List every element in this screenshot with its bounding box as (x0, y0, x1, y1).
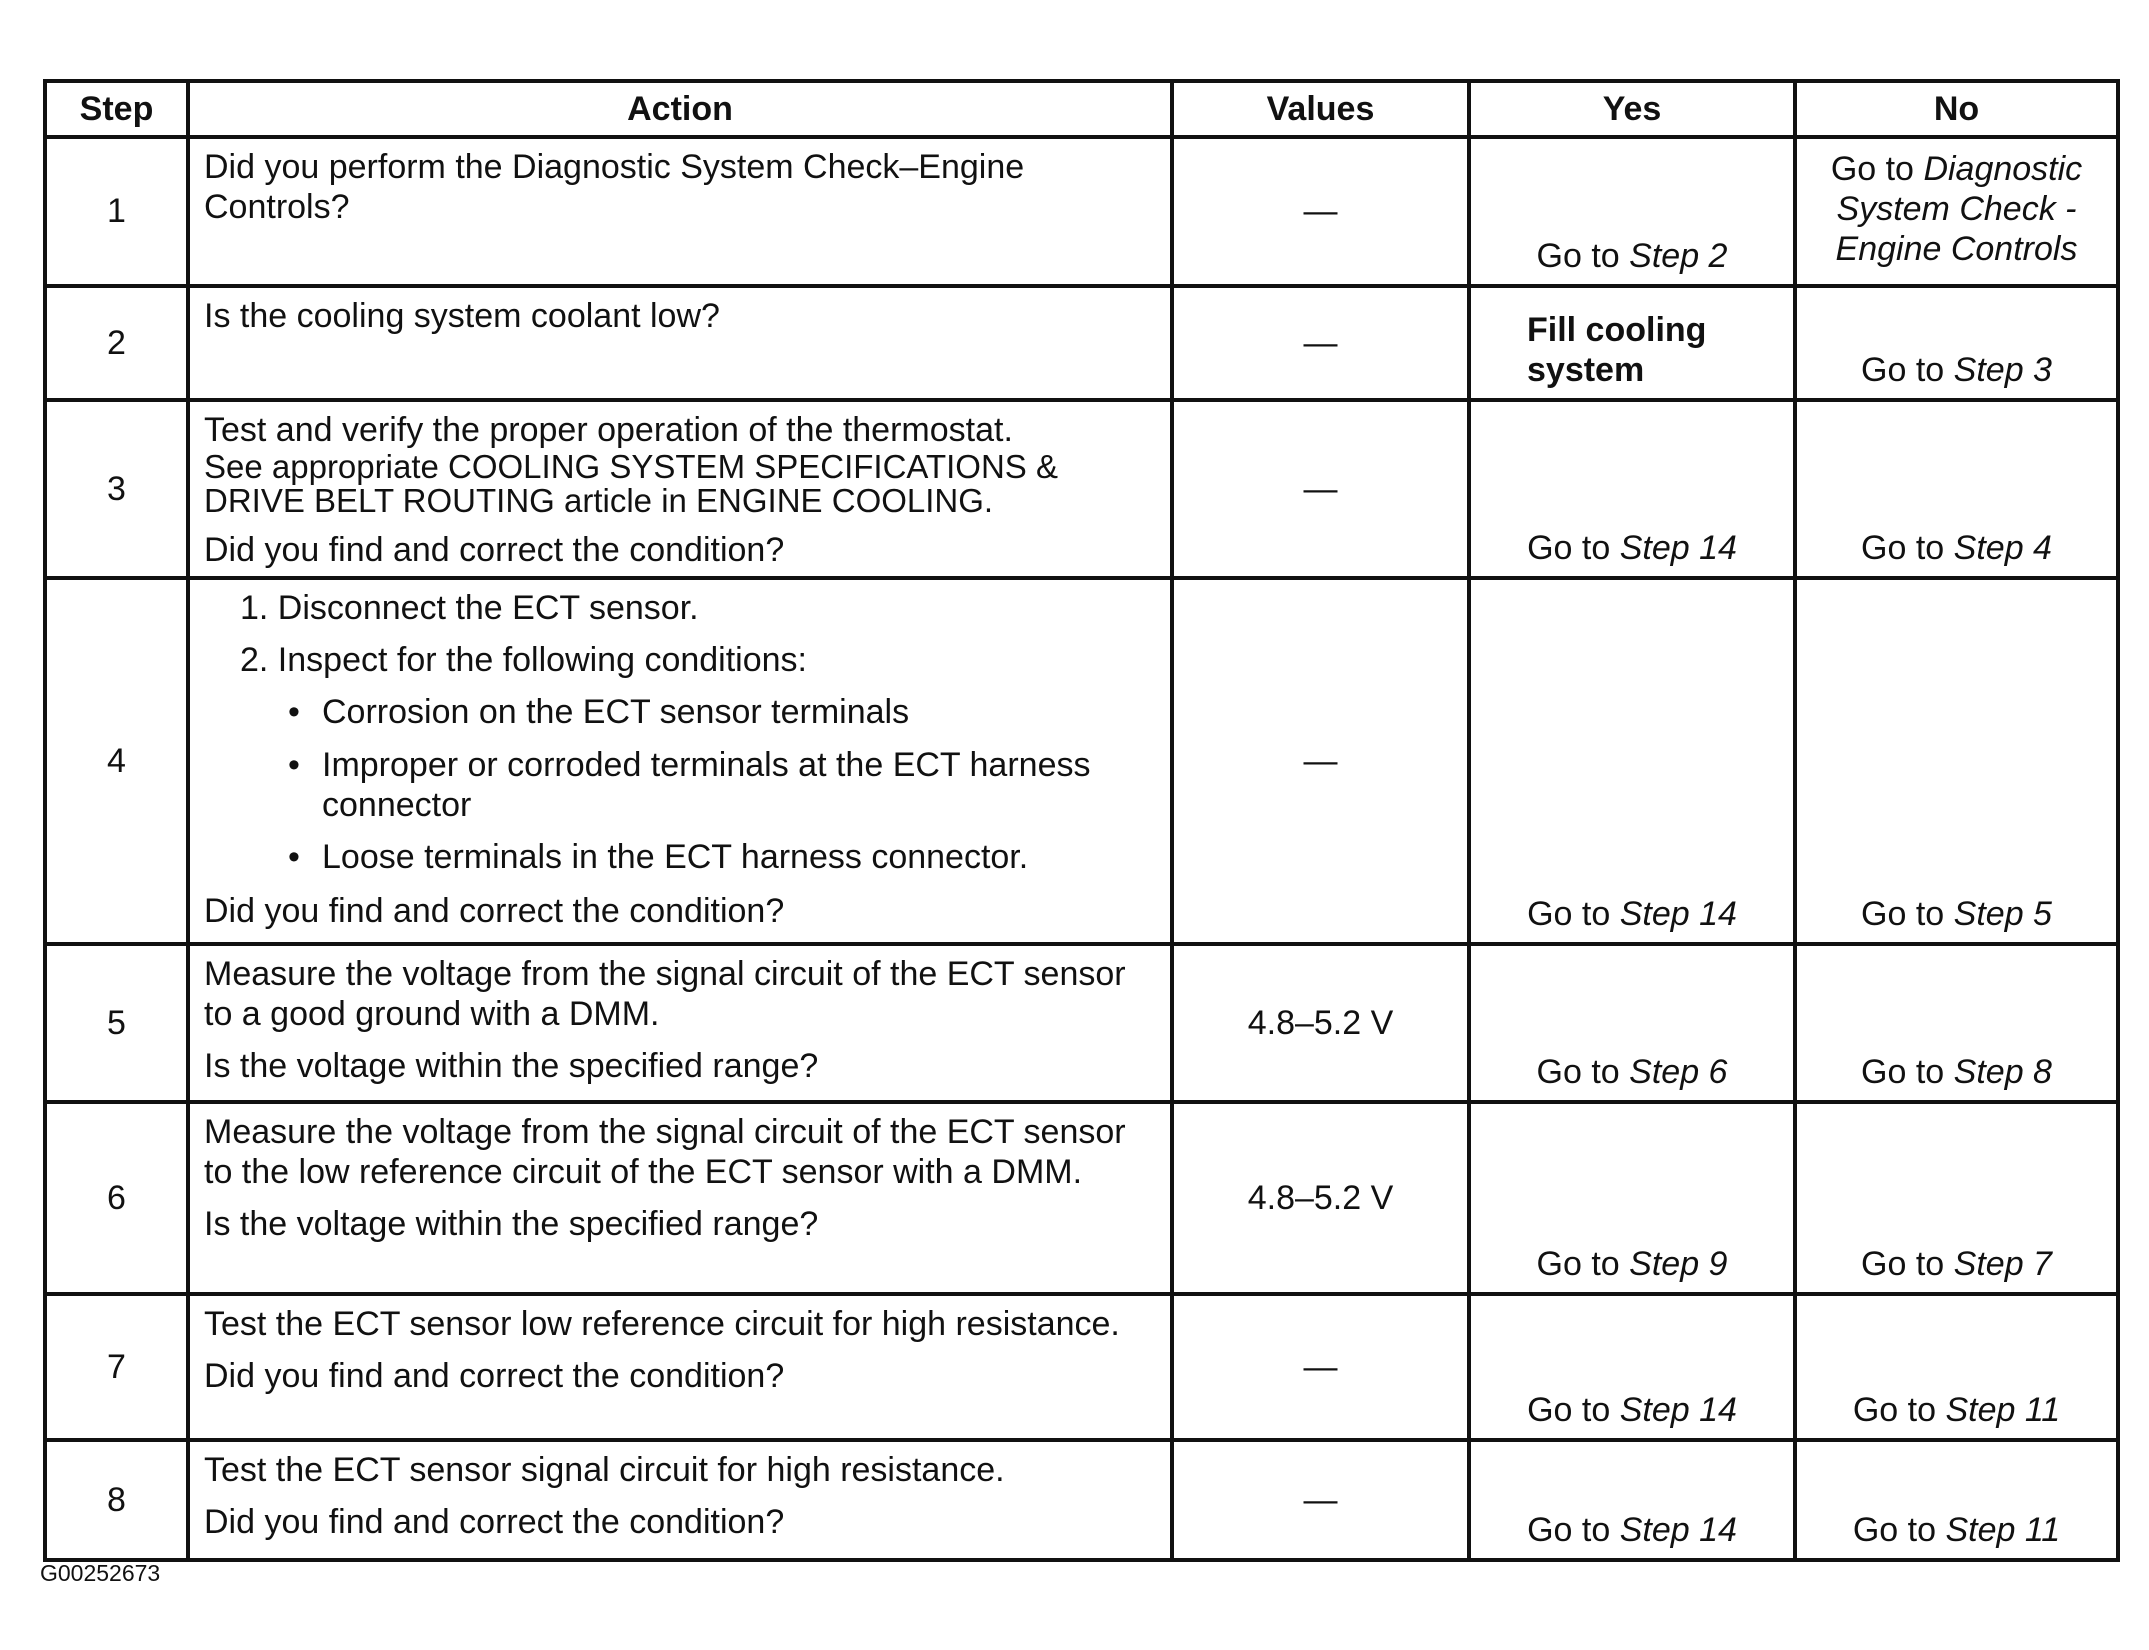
table-row (45, 578, 2118, 944)
no-cell (1795, 1294, 2118, 1440)
goto-step-link[interactable]: Step 14 (1619, 895, 1737, 934)
action-cell (188, 400, 1172, 578)
table-row (45, 944, 2118, 1102)
goto-prefix: Go to (1861, 529, 1945, 568)
yes-cell (1469, 137, 1795, 286)
step-number: 2 (45, 286, 188, 400)
goto-step-link[interactable]: Step 14 (1619, 1391, 1737, 1430)
goto-step-link[interactable]: Step 3 (1953, 351, 2052, 390)
goto-step-link[interactable]: Step 8 (1953, 1053, 2052, 1092)
goto-step-link[interactable]: Step 11 (1945, 1391, 2061, 1430)
goto-step-link[interactable]: Step 5 (1953, 895, 2052, 934)
goto-step-link[interactable]: Step 14 (1619, 529, 1737, 568)
yes-cell (1469, 1294, 1795, 1440)
header-values: Values (1172, 81, 1469, 137)
question-text: Is the voltage within the specified range? (204, 1047, 819, 1086)
question-text: Did you find and correct the condition? (204, 530, 785, 569)
goto-prefix: Go to (1536, 1245, 1620, 1284)
goto-step-link[interactable]: Step 9 (1629, 1245, 1728, 1284)
goto-step-link[interactable]: Step 4 (1953, 529, 2052, 568)
action-text: Test and verify the proper operation of the thermostat. (204, 411, 1013, 450)
step-number: 5 (45, 944, 188, 1102)
step-number: 3 (45, 400, 188, 578)
table-row (45, 286, 2118, 400)
question-text: Did you find and correct the condition? (204, 1503, 785, 1542)
no-cell (1795, 137, 2118, 286)
table-row (45, 1102, 2118, 1294)
step-number: 1 (45, 137, 188, 286)
reference-note: See appropriate COOLING SYSTEM SPECIFICATIONS & DRIVE BELT ROUTING article in ENGINE COOLING. (204, 448, 1058, 519)
diagnostic-table (43, 79, 2120, 1562)
no-cell (1795, 286, 2118, 400)
goto-step-link[interactable]: Step 7 (1953, 1245, 2052, 1284)
header-step: Step (45, 81, 188, 137)
no-cell (1795, 944, 2118, 1102)
values-cell: 4.8–5.2 V (1172, 1102, 1469, 1294)
figure-id: G00252673 (40, 1560, 161, 1586)
header-yes: Yes (1469, 81, 1795, 137)
step-number: 8 (45, 1440, 188, 1560)
no-cell (1795, 578, 2118, 944)
action-cell (188, 1102, 1172, 1294)
no-cell (1795, 1102, 2118, 1294)
table-row (45, 137, 2118, 286)
bullet-item: • Improper or corroded terminals at the ECT harness connector (288, 745, 1158, 825)
step-number: 7 (45, 1294, 188, 1440)
yes-cell (1469, 944, 1795, 1102)
goto-prefix: Go to (1852, 1511, 1937, 1550)
action-cell (188, 1294, 1172, 1440)
yes-cell (1469, 1102, 1795, 1294)
values-cell: 4.8–5.2 V (1172, 944, 1469, 1102)
goto-prefix: Go to (1527, 895, 1611, 934)
yes-cell (1469, 578, 1795, 944)
yes-cell (1469, 1440, 1795, 1560)
goto-prefix: Go to (1527, 1391, 1611, 1430)
question-text: Is the voltage within the specified range? (204, 1205, 819, 1244)
goto-prefix: Go to (1830, 150, 1914, 188)
action-text: Did you perform the Diagnostic System Check–Engine Controls? (204, 148, 1025, 227)
table-row (45, 1440, 2118, 1560)
table-row (45, 400, 2118, 578)
action-text: Measure the voltage from the signal circuit of the ECT sensor to a good ground with a DMM. (204, 955, 1126, 1034)
action-text: Test the ECT sensor low reference circuit for high resistance. (204, 1305, 1120, 1344)
header-action: Action (188, 81, 1172, 137)
question-text: Did you find and correct the condition? (204, 891, 785, 930)
numbered-list (204, 588, 1158, 680)
action-text: Test the ECT sensor signal circuit for high resistance. (204, 1451, 1005, 1490)
goto-prefix: Go to (1852, 1391, 1937, 1430)
goto-prefix: Go to (1536, 1053, 1620, 1092)
action-text: Measure the voltage from the signal circuit of the ECT sensor to the low reference circuit of the ECT sensor with a DMM. (204, 1113, 1126, 1192)
goto-prefix: Go to (1861, 351, 1945, 390)
list-item: 1. Disconnect the ECT sensor. (240, 589, 699, 628)
values-cell: — (1172, 578, 1469, 944)
yes-cell (1469, 400, 1795, 578)
bullet-item: • Corrosion on the ECT sensor terminals (288, 692, 1158, 732)
goto-prefix: Go to (1861, 1245, 1945, 1284)
yes-cell: Fill cooling system (1469, 286, 1795, 400)
list-item: 2. Inspect for the following conditions: (240, 641, 807, 680)
no-cell (1795, 400, 2118, 578)
question-text: Did you find and correct the condition? (204, 1357, 785, 1396)
values-cell: — (1172, 400, 1469, 578)
header-no: No (1795, 81, 2118, 137)
goto-diagnostic-check-link[interactable]: Diagnostic System Check - Engine Controls (1835, 150, 2083, 269)
values-cell: — (1172, 286, 1469, 400)
table-row (45, 1294, 2118, 1440)
no-cell (1795, 1440, 2118, 1560)
bullet-list (204, 692, 1158, 876)
goto-prefix: Go to (1527, 529, 1611, 568)
bullet-item: • Loose terminals in the ECT harness connector. (288, 837, 1158, 877)
goto-prefix: Go to (1536, 236, 1620, 275)
values-cell: — (1172, 1294, 1469, 1440)
action-cell (188, 286, 1172, 400)
step-number: 6 (45, 1102, 188, 1294)
goto-step-link[interactable]: Step 6 (1629, 1053, 1728, 1092)
goto-prefix: Go to (1861, 895, 1945, 934)
goto-step-link[interactable]: Step 11 (1945, 1511, 2061, 1550)
header-row (45, 81, 2118, 137)
action-cell (188, 137, 1172, 286)
goto-step-link[interactable]: Step 2 (1629, 236, 1728, 275)
values-cell: — (1172, 137, 1469, 286)
values-cell: — (1172, 1440, 1469, 1560)
goto-prefix: Go to (1527, 1511, 1611, 1550)
action-cell (188, 944, 1172, 1102)
action-text: Is the cooling system coolant low? (204, 297, 720, 335)
action-cell (188, 1440, 1172, 1560)
step-number: 4 (45, 578, 188, 944)
goto-step-link[interactable]: Step 14 (1619, 1511, 1737, 1550)
goto-prefix: Go to (1861, 1053, 1945, 1092)
action-cell (188, 578, 1172, 944)
